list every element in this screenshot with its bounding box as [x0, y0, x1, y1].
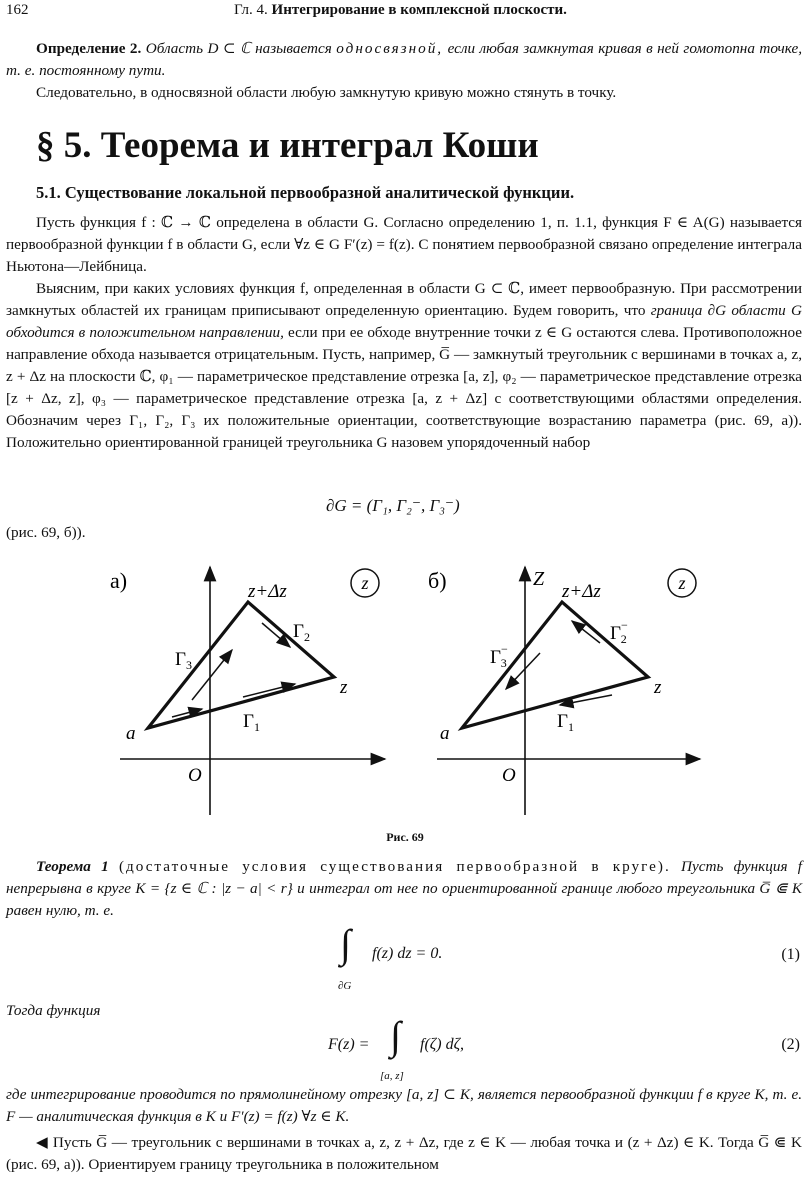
panel-a-g2: $\Gamma_2$	[293, 621, 310, 644]
theorem-text-2: где интегрирование проводится по прямолинейному отрезку [a, z] ⊂ K, является первообразной функции f в круге K, т. е. F — аналитическая функция в K и F′(z) = f(z) ∀z ∈ K.	[6, 1086, 802, 1125]
panel-a-label-right: z	[340, 677, 348, 698]
paragraph-2	[6, 278, 802, 454]
theorem-title: (достаточные условия существования первообразной в круге).	[118, 858, 671, 875]
equation-1-body: f(z) dz = 0.	[372, 945, 443, 962]
theorem-1	[6, 856, 802, 922]
panel-a-label: а)	[110, 568, 128, 593]
integral-sign-2: ∫	[390, 1013, 401, 1058]
equation-1-number: (1)	[781, 946, 800, 963]
paragraph-2-part1: Выясним, при каких условиях функция f, определенная в области G ⊂ ℂ, имеет первообразную. При рассмотрении замкнутых областей их границам приписывают определенную ориентацию. Будем говорить, что	[6, 280, 802, 319]
definition-text-before: Область D ⊂ ℂ называется	[145, 40, 332, 57]
panel-a-label-left: a	[126, 723, 136, 744]
equation-2-number: (2)	[781, 1036, 800, 1053]
figure-caption: Рис. 69	[386, 830, 424, 844]
equation-2-lhs: F(z) =	[328, 1036, 370, 1053]
equation-2-sub: [a, z]	[380, 1070, 404, 1082]
panel-b-label-left: a	[440, 723, 450, 744]
paragraph-2-italic: граница ∂G области G обходится в положительном направлении,	[6, 302, 803, 341]
definition-text-after: если любая замкнутая кривая в ней гомотопна точке, т. е. постоянному пути.	[6, 40, 803, 79]
theorem-text: Пусть функция f непрерывна в круге K = {z ∈ ℂ : |z − a| < r} и интеграл от нее по ориентированной границе любого треугольника G̅ ⋐ K равен нулю, т. е.	[6, 858, 802, 919]
panel-b-g2: Γ− 2	[610, 618, 628, 646]
boundary-formula: ∂G = (Γ₁, Γ₂⁻, Γ₃⁻)	[326, 496, 460, 515]
panel-b-g3: Γ− 3	[490, 642, 508, 670]
panel-a-arrow-g3	[192, 650, 232, 700]
panel-b-axis-label: Z	[533, 568, 545, 590]
section-title: § 5. Теорема и интеграл Коши	[36, 125, 539, 166]
equation-1-sub: ∂G	[338, 980, 352, 992]
definition-2	[6, 38, 802, 82]
panel-b-badge-text: z	[678, 573, 686, 593]
panel-b	[428, 567, 700, 815]
panel-b-label: б)	[428, 568, 447, 593]
integral-sign-1: ∫	[340, 921, 351, 966]
panel-b-label-right: z	[654, 677, 662, 698]
subsection-title: 5.1. Существование локальной первообразной аналитической функции.	[36, 183, 575, 202]
panel-a-origin: O	[188, 765, 202, 786]
running-header	[6, 2, 802, 24]
definition-term: односвязной,	[336, 40, 444, 57]
paragraph-2-part2: если при ее обходе внутренние точки z ∈ G остаются слева. Противоположное направление обхода называется отрицательным. Пусть, например, G̅ — замкнутый треугольник с вершинами в точках a, z, z + Δz на плоскости ℂ, φ₁ — параметрическое представление отрезка [a, z], φ₂ — параметрическое представление отрезка [z + Δz, z], φ₃ — параметрическое представление отрезка [a, z + Δz] с соответствующими областями определения. Обозначим через Γ₁, Γ₂, Γ₃ их положительные ориентации, соответствующие возрастанию параметра (рис. 69, а)). Положительно ориентированной границей треугольника G назовем упорядоченный набор	[6, 324, 802, 451]
panel-b-origin: O	[502, 765, 516, 786]
consequence-text: Следовательно, в односвязной области любую замкнутую кривую можно стянуть в точку.	[36, 84, 617, 101]
panel-a-g1: $\Gamma_1$	[243, 711, 260, 734]
chapter-title	[234, 2, 567, 19]
panel-a-label-top: z+Δz	[248, 581, 287, 602]
panel-b-arrow-g3	[506, 653, 540, 689]
boundary-ref: (рис. 69, б)).	[6, 524, 86, 541]
panel-b-label-top: z+Δz	[562, 581, 601, 602]
figure-69	[0, 555, 810, 825]
panel-b-g1: $\Gamma_1$	[557, 711, 574, 734]
equation-2-rhs: f(ζ) dζ,	[420, 1036, 465, 1053]
theorem-label: Теорема 1	[36, 858, 109, 875]
theorem-then: Тогда функция	[6, 1002, 101, 1019]
panel-a-badge-text: z	[361, 573, 369, 593]
proof-start: ◀ Пусть G̅ — треугольник с вершинами в точках a, z, z + Δz, где z ∈ K — любая точка и (z + Δz) ∈ K. Тогда G̅ ⋐ K (рис. 69, а)). Ориентируем границу треугольника в положительном	[6, 1134, 802, 1173]
definition-label: Определение 2.	[36, 40, 142, 57]
paragraph-1: Пусть функция f : ℂ → ℂ определена в области G. Согласно определению 1, п. 1.1, функция F ∈ A(G) называется первообразной функции f в области G, если ∀z ∈ G F′(z) = f(z). С понятием первообразной связано определение интеграла Ньютона—Лейбница.	[6, 214, 802, 275]
chapter-name: Интегрирование в комплексной плоскости.	[271, 2, 567, 18]
panel-a-g3: $\Gamma_3$	[175, 649, 192, 672]
page-number: 162	[6, 2, 29, 18]
chapter-number: Гл. 4.	[234, 2, 268, 18]
panel-a	[110, 567, 385, 815]
